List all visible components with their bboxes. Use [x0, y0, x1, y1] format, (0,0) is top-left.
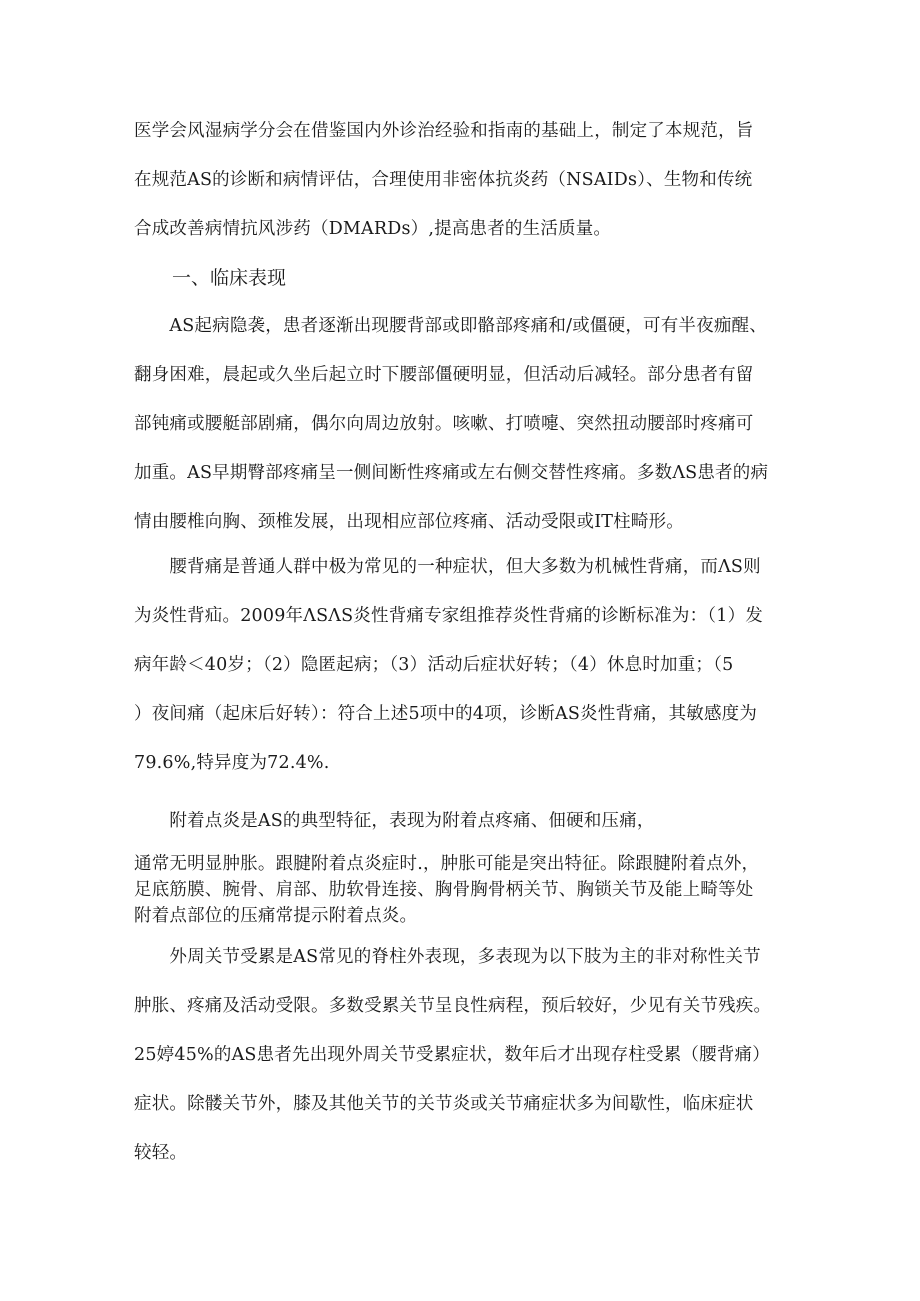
paragraph-line: 加重。AS早期臀部疼痛呈一侧间断性疼痛或左右侧交替性疼痛。多数ΛS患者的病 [134, 463, 769, 483]
paragraph-line: 翻身困难，晨起或久坐后起立时下腰部僵硬明显，但活动后减轻。部分患者有留 [134, 365, 754, 385]
paragraph-enthesitis-continued [134, 851, 759, 929]
paragraph-line: AS起病隐袭，患者逐渐出现腰背部或即骼部疼痛和/或僵硬，可有半夜痂醒、 [134, 316, 767, 336]
paragraph-line: 外周关节受累是AS常见的脊柱外表现，多表现为以下肢为主的非对称性关节 [134, 947, 761, 967]
paragraph-line: 较轻。 [134, 1143, 188, 1163]
paragraph-line: 症状。除髅关节外，膝及其他关节的关节炎或关节痛症状多为间歇性，临床症状 [134, 1094, 754, 1114]
paragraph-line: 附着点部位的压痛常提示附着点炎。 [134, 906, 418, 926]
section-heading-clinical: 一、临床表现 [172, 267, 287, 289]
paragraph-line: 为炎性背疝。2009年ΛSΛS炎性背痛专家组推荐炎性背痛的诊断标准为：（1）发 [134, 606, 763, 626]
paragraph-line: 通常无明显肿胀。跟腱附着点炎症时.，肿胀可能是突出特征。除跟腱附着点外， [134, 854, 760, 874]
paragraph-line: 25婷45%的AS患者先出现外周关节受累症状，数年后才出现存柱受累（腰背痛） [134, 1045, 770, 1065]
paragraph-line: 足底筋膜、腕骨、肩部、肋软骨连接、胸骨胸骨柄关节、胸锁关节及能上畸等处 [134, 880, 754, 900]
intro-line-3: 合成改善病情抗风涉药（DMARDs）,提高患者的生活质量。 [134, 219, 612, 239]
paragraph-enthesitis [134, 802, 655, 840]
paragraph-line: 腰背痛是普通人群中极为常见的一种症状，但大多数为机械性背痛，而ΛS则 [134, 557, 761, 577]
paragraph-back-pain [134, 548, 763, 782]
paragraph-line: 部钝痛或腰艇部剧痛，偶尔向周边放射。咳嗽、打喷嚏、突然扭动腰部时疼痛可 [134, 414, 754, 434]
paragraph-line: 79.6%,特异度为72.4%. [134, 753, 330, 773]
paragraph-line: 情由腰椎向胸、颈椎发展，出现相应部位疼痛、活动受限或IT柱畸形。 [134, 512, 684, 532]
paragraph-peripheral-joints [134, 938, 771, 1172]
paragraph-line: 附着点炎是AS的典型特征，表现为附着点疼痛、佃硬和压痛， [134, 811, 655, 831]
intro-paragraph [134, 112, 754, 248]
intro-line-1: 医学会风湿病学分会在借鉴国内外诊治经验和指南的基础上，制定了本规范，旨 [134, 121, 754, 141]
paragraph-line: ）夜间痛（起床后好转）：符合上述5项中的4项，诊断AS炎性背痛，其敏感度为 [134, 704, 758, 724]
paragraph-line: 病年龄＜40岁；（2）隐匿起病；（3）活动后症状好转；（4）休息时加重；（5 [134, 655, 734, 675]
paragraph-onset [134, 307, 768, 541]
paragraph-line: 肿胀、疼痛及活动受限。多数受累关节呈良性病程，预后较好，少见有关节残疾。 [134, 996, 772, 1016]
intro-line-2: 在规范AS的诊断和病情评估，合理使用非密体抗炎药（NSAIDs）、生物和传统 [134, 170, 753, 190]
